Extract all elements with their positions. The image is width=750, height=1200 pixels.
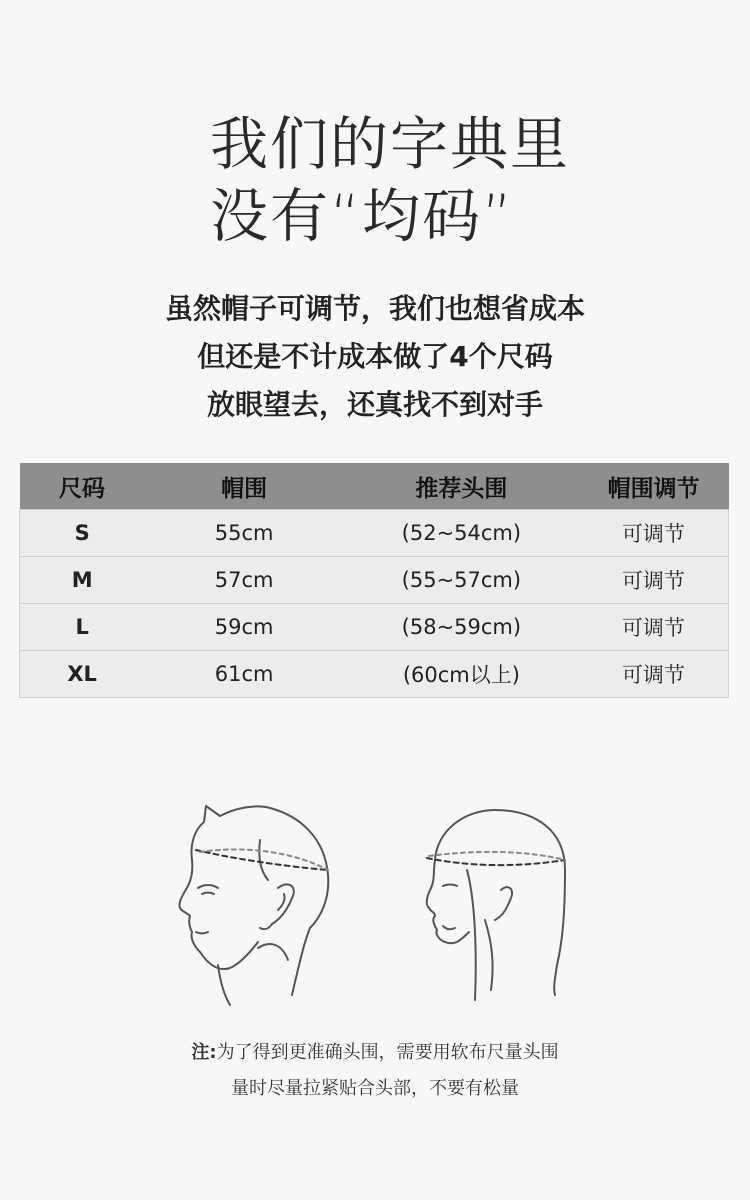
cell-adjust: 可调节 xyxy=(579,651,729,698)
headline-line-2: 没有“均码” xyxy=(210,182,515,250)
header-hat-circumference: 帽围 xyxy=(144,463,344,510)
header-size: 尺码 xyxy=(20,463,145,510)
table-row xyxy=(20,604,729,651)
cell-size: XL xyxy=(20,651,145,698)
headline xyxy=(210,108,630,252)
headline-line-1: 我们的字典里 xyxy=(210,110,571,178)
cell-head: (58~59cm) xyxy=(344,604,579,651)
cell-hat: 59cm xyxy=(144,604,344,651)
table-row xyxy=(20,651,729,698)
head-measure-illustration xyxy=(160,800,590,1010)
subcopy-line-1: 虽然帽子可调节，我们也想省成本 xyxy=(164,292,585,325)
note-text-1: 为了得到更准确头围，需要用软布尺量头围 xyxy=(216,1042,559,1063)
cell-size: L xyxy=(20,604,145,651)
cell-head: (60cm以上) xyxy=(344,651,579,698)
female-head-measure-icon xyxy=(427,810,565,1000)
cell-hat: 55cm xyxy=(144,510,344,557)
cell-adjust: 可调节 xyxy=(579,557,729,604)
cell-size: S xyxy=(20,510,145,557)
table-header-row xyxy=(20,463,729,510)
cell-size: M xyxy=(20,557,145,604)
cell-head: (52~54cm) xyxy=(344,510,579,557)
subcopy-line-3: 放眼望去，还真找不到对手 xyxy=(206,388,543,421)
table-row xyxy=(20,557,729,604)
table-row xyxy=(20,510,729,557)
header-adjustable: 帽围调节 xyxy=(579,463,729,510)
cell-adjust: 可调节 xyxy=(579,510,729,557)
cell-adjust: 可调节 xyxy=(579,604,729,651)
note-line-1 xyxy=(0,1035,750,1071)
note-prefix: 注: xyxy=(191,1042,217,1063)
note-line-2: 量时尽量拉紧贴合头部，不要有松量 xyxy=(231,1078,519,1099)
subcopy-line-2: 但还是不计成本做了4个尺码 xyxy=(197,340,553,373)
cell-hat: 57cm xyxy=(144,557,344,604)
cell-head: (55~57cm) xyxy=(344,557,579,604)
male-head-measure-icon xyxy=(179,806,328,1005)
size-table xyxy=(19,463,729,698)
cell-hat: 61cm xyxy=(144,651,344,698)
subcopy xyxy=(0,285,750,429)
header-recommended-head: 推荐头围 xyxy=(344,463,579,510)
note xyxy=(0,1035,750,1107)
